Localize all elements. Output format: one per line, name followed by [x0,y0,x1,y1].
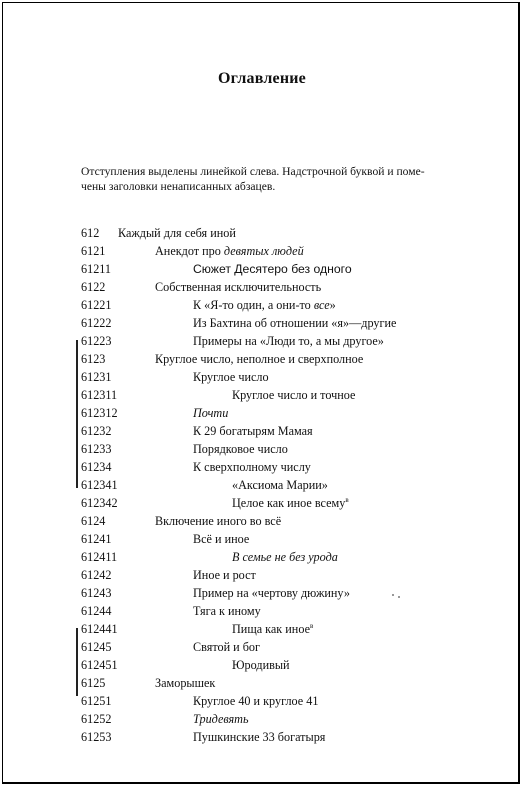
toc-title: Круглое число и точное [232,388,356,402]
toc-number: 6121 [81,244,106,258]
toc-title: К «Я-то один, а они-то все» [193,298,336,312]
toc-title: Целое как иное всему$^в$ [232,496,349,511]
toc-title: К сверхполному числу [193,460,311,474]
toc-number: 612411 [81,550,118,564]
toc-title: В семье не без урода [232,550,338,564]
unwritten-marker: в [309,622,314,630]
page-title: Оглавление [218,70,306,87]
toc-title: Иное и рост [193,568,256,582]
toc-number: 61253 [81,730,112,744]
toc-number: 6124 [81,514,106,528]
toc-number: 6123 [81,352,106,366]
toc-number: 6122 [81,280,106,294]
toc-number: 612451 [81,658,118,672]
toc-title: Юродивый [232,658,290,672]
toc-title: Включение иного во всё [155,514,282,528]
toc-title: Почти [193,406,229,420]
scan-speck [398,596,400,598]
toc-number: 61222 [81,316,112,330]
digression-rule [76,340,78,488]
toc-number: 61243 [81,586,112,600]
toc-number: 61223 [81,334,112,348]
toc-number: 612311 [81,388,118,402]
toc-title: Каждый для себя иной [118,226,236,240]
toc-number: 61234 [81,460,112,474]
toc-title: Собственная исключительность [155,280,322,294]
toc-number: 61211 [81,262,112,276]
toc-title: Тридевять [193,712,249,726]
unwritten-marker: в [345,496,349,504]
toc-title: Пример на «чертову дюжину» [193,586,350,600]
toc-title: Сюжет Десятеро без одного [193,262,352,276]
toc-number: 612 [81,226,100,240]
toc-number: 612342 [81,496,118,510]
toc-number: 61245 [81,640,112,654]
intro-paragraph: Отступления выделены линейкой слева. Надстрочной буквой и поме-чены заголовки ненаписанных абзацев. [81,165,425,193]
toc-title: Из Бахтина об отношении «я»—другие [193,316,397,330]
toc-title: Круглое число [193,370,269,384]
toc-number: 61242 [81,568,112,582]
toc-number: 61231 [81,370,112,384]
toc-title: Святой и бог [193,640,261,654]
toc-number: 6125 [81,676,106,690]
toc-number: 61252 [81,712,112,726]
toc-title: Анекдот про девятых людей [155,244,304,258]
toc-number: 61244 [81,604,112,618]
toc-title: Пушкинские 33 богатыря [193,730,326,744]
digression-rule [76,628,78,696]
toc-number: 61251 [81,694,112,708]
toc-title: Порядковое число [193,442,288,456]
toc-title: Тяга к иному [193,604,261,618]
toc-number: 612441 [81,622,118,636]
toc-number: 61221 [81,298,112,312]
scan-speck [392,594,394,596]
toc-number: 61233 [81,442,112,456]
toc-number: 612341 [81,478,118,492]
toc-title: К 29 богатырям Мамая [193,424,313,438]
toc-title: Пища как иное$^в$ [232,622,314,637]
toc-title: Круглое 40 и круглое 41 [193,694,319,708]
toc-number: 612312 [81,406,118,420]
toc-number: 61232 [81,424,112,438]
toc-title: Заморышек [155,676,216,690]
toc-title: Круглое число, неполное и сверхполное [155,352,364,366]
toc-title: «Аксиома Марии» [232,478,328,492]
toc-number: 61241 [81,532,112,546]
toc-title: Примеры на «Люди то, а мы другое» [193,334,384,348]
toc-title: Всё и иное [193,532,250,546]
